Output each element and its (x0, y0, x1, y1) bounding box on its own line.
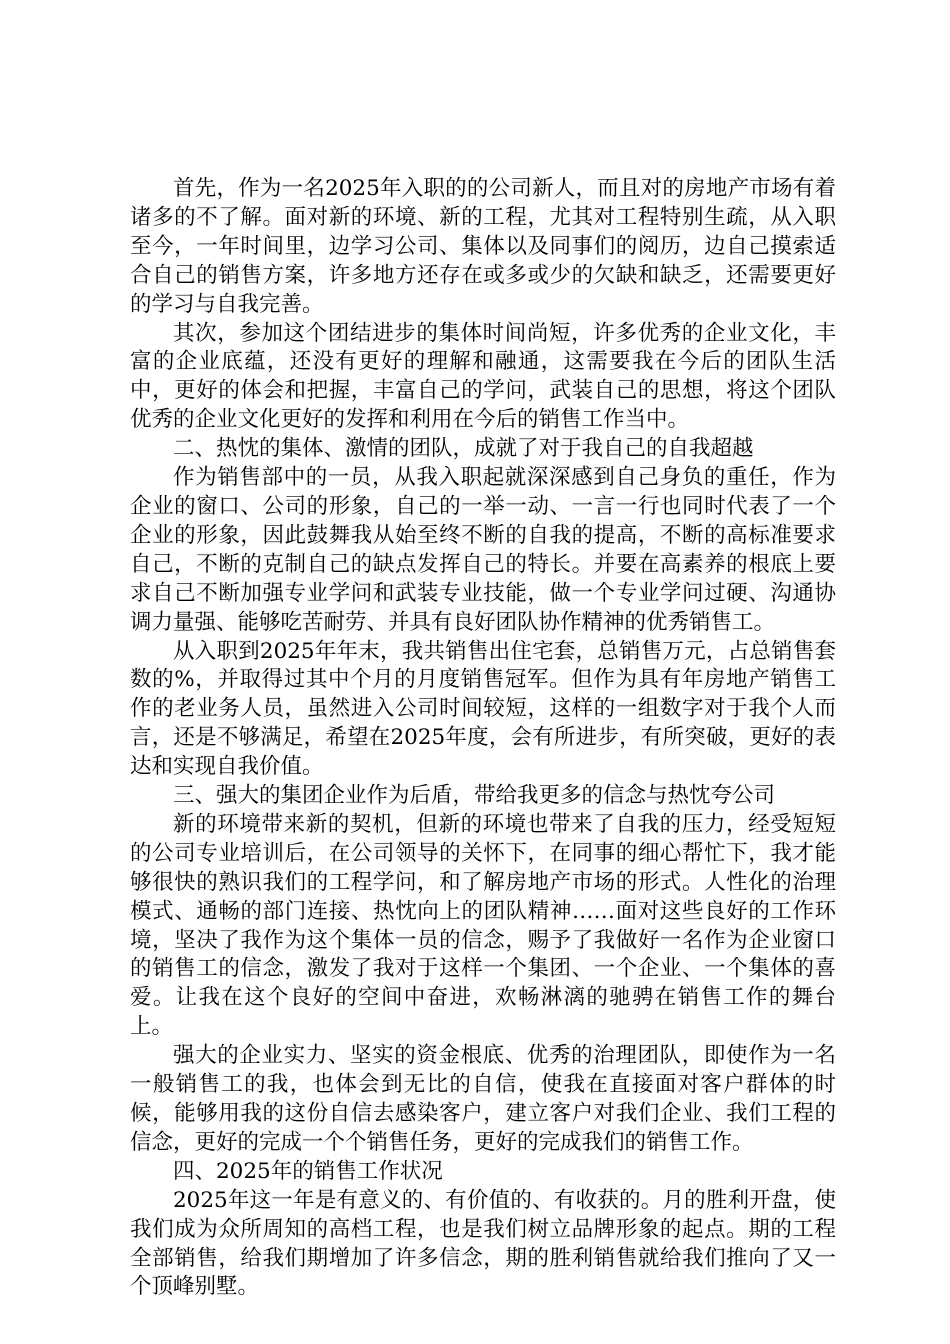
section-heading-2: 二、热忱的集体、激情的团队，成就了对于我自己的自我超越 (173, 436, 754, 462)
paragraph-second: 其次，参加这个团结进步的集体时间尚短，许多优秀的企业文化，丰富的企业底蕴，还没有更好的理解和融通，这需要我在今后的团队生活中，更好的体会和把握，丰富自己的学问，武装自己的思想，将这个团队优秀的企业文化更好的发挥和利用在今后的销售工作当中。 (130, 320, 836, 433)
section-heading-4: 四、2025年的销售工作状况 (173, 1158, 443, 1184)
paragraph-sales-figures: 从入职到2025年年末，我共销售出住宅套，总销售万元，占总销售套数的%，并取得过其中个月的月度销售冠军。但作为具有年房地产销售工作的老业务人员，虽然进入公司时间较短，这样的一组数字对于我个人而言，还是不够满足，希望在2025年度，会有所进步，有所突破，更好的表达和实现自我价值。 (130, 638, 836, 780)
section-heading-3: 三、强大的集团企业作为后盾，带给我更多的信念与热忱夸公司 (173, 783, 776, 809)
paragraph-new-environment: 新的环境带来新的契机，但新的环境也带来了自我的压力，经受短短的公司专业培训后，在公司领导的关怀下，在同事的细心帮忙下，我才能够很快的熟识我们的工程学问，和了解房地产市场的形式。人性化的治理模式、通畅的部门连接、热忱向上的团队精神……面对这些良好的工作环境，坚决了我作为这个集体一员的信念，赐予了我做好一名作为企业窗口的销售工的信念，激发了我对于这样一个集团、一个企业、一个集体的喜爱。让我在这个良好的空间中奋进，欢畅淋漓的驰骋在销售工作的舞台上。 (130, 811, 836, 1040)
document-body (130, 175, 836, 1302)
paragraph-sales-member: 作为销售部中的一员，从我入职起就深深感到自己身负的重任，作为企业的窗口、公司的形象，自己的一举一动、一言一行也同时代表了一个企业的形象，因此鼓舞我从始至终不断的自我的提高，不断的高标准要求自己，不断的克制自己的缺点发挥自己的特长。并要在高素养的根底上要求自己不断加强专业学问和武装专业技能，做一个专业学问过硬、沟通协调力量强、能够吃苦耐劳、并具有良好团队协作精神的优秀销售工。 (130, 465, 836, 635)
paragraph-year-summary: 2025年这一年是有意义的、有价值的、有收获的。月的胜利开盘，使我们成为众所周知的高档工程，也是我们树立品牌形象的起点。期的工程全部销售，给我们期增加了许多信念，期的胜利销售就给我们推向了又一个顶峰别墅。 (130, 1187, 836, 1300)
paragraph-intro: 首先，作为一名2025年入职的的公司新人，而且对的房地产市场有着诸多的不了解。面对新的环境、新的工程，尤其对工程特别生疏，从入职至今，一年时间里，边学习公司、集体以及同事们的阅历，边自己摸索适合自己的销售方案，许多地方还存在或多或少的欠缺和缺乏，还需要更好的学习与自我完善。 (130, 176, 836, 317)
paragraph-company-strength: 强大的企业实力、坚实的资金根底、优秀的治理团队，即使作为一名一般销售工的我，也体会到无比的自信，使我在直接面对客户群体的时候，能够用我的这份自信去感染客户，建立客户对我们企业、我们工程的信念，更好的完成一个个销售任务，更好的完成我们的销售工作。 (130, 1043, 836, 1155)
